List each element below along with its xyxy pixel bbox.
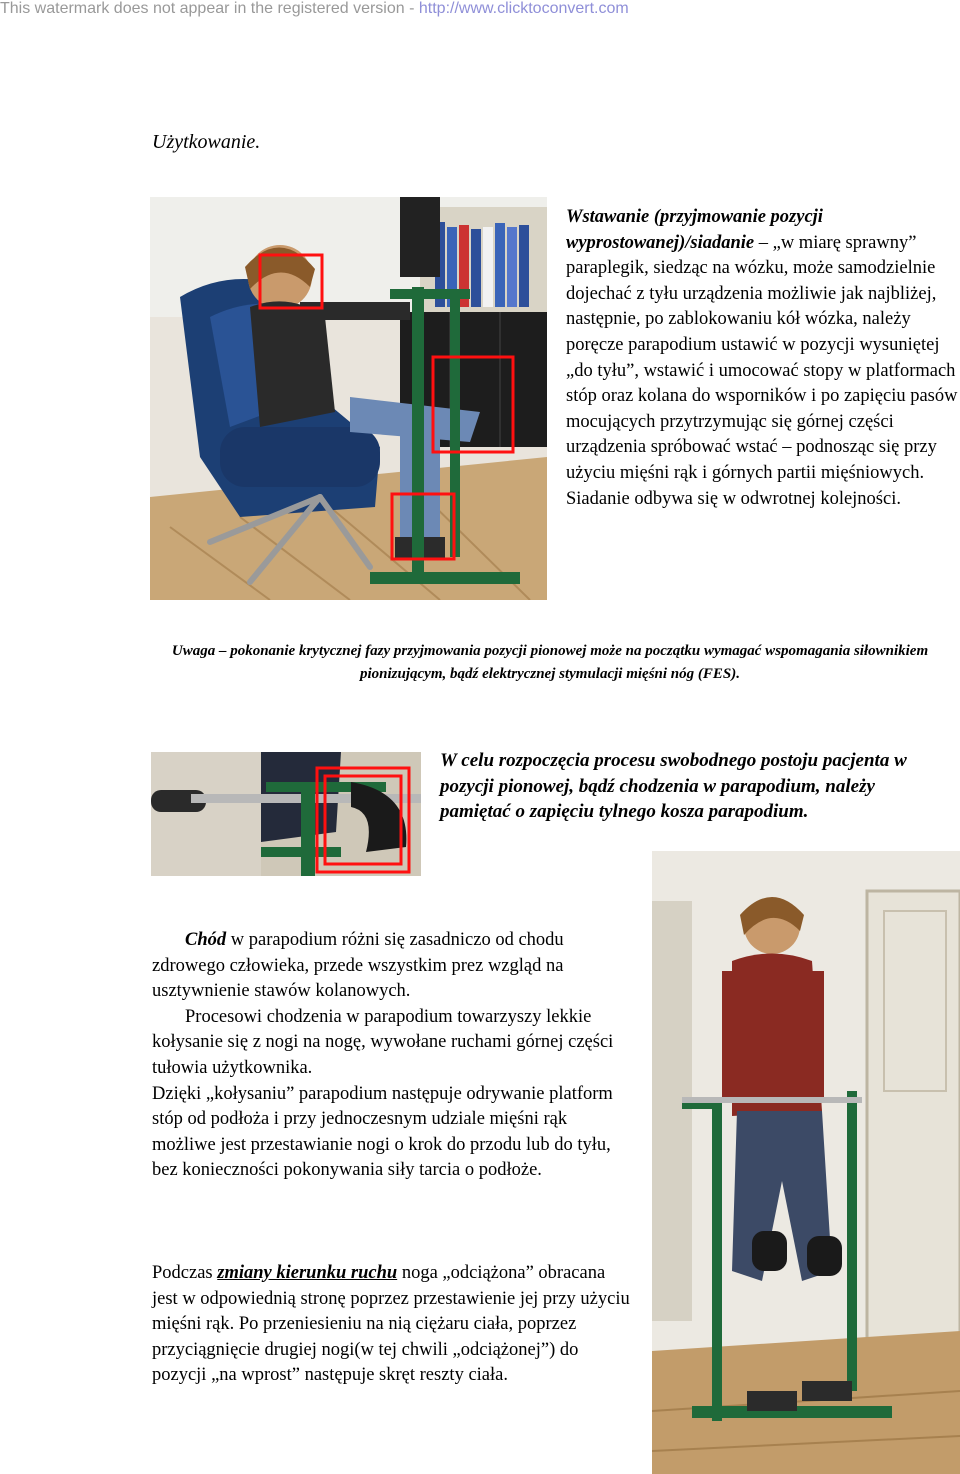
photo-seated-illustration [150, 197, 547, 600]
section-heading: Użytkowanie. [152, 131, 261, 153]
gait-body: w parapodium różni się zasadniczo od chodu zdrowego człowieka, przede wszystkim prez wzgląd na usztywnienie stawów kolanowych. [152, 930, 564, 1002]
turning-emph: zmiany kierunku ruchu [217, 1263, 398, 1283]
turning-body: noga „odciążona” obracana jest w odpowiednią stronę poprzez przestawienie jej przy użyciu mięśni rąk. Po przeniesieniu na nią ciężaru ciała, poprzez przyciągnięcie drugiej nogi(w tej chwili „odciążonej”) do pozycji „na wprost” następuje skręt reszty ciała. [152, 1263, 630, 1386]
gait-p2: Procesowi chodzenia w parapodium towarzyszy lekkie kołysanie się z nogi na nogę, wywołane ruchami górnej części tułowia użytkownika. [152, 1006, 614, 1078]
standing-body: – „w miarę sprawny” paraplegik, siedząc na wózku, może samodzielnie dojechać z tyłu urządzenia możliwie jak najbliżej, następnie, po zablokowaniu kół wózka, należy poręcze parapodium ustawić w pozycji wysuniętej „do tyłu”, wstawić i umocować stopy w platformach stóp oraz kolana do wsporników i po zapięciu pasów mocujących przytrzymując się górnej części urządzenia spróbować wstać – podnosząc się przy użyciu mięśni rąk i górnych partii mięśniowych. Siadanie odbywa się w odwrotnej kolejności. [566, 232, 958, 509]
standing-paragraph [566, 205, 960, 512]
standing-lead: Wstawanie (przyjmowanie pozycji wyprostowanej)/siadanie [566, 207, 823, 253]
instruction-note: W celu rozpoczęcia procesu swobodnego postoju pacjenta w pozycji pionowej, bądź chodzenia w parapodium, należy pamiętać o zapięciu tylnego kosza parapodium. [440, 750, 907, 822]
turning-paragraph [152, 1261, 632, 1389]
gait-lead: Chód [185, 930, 227, 950]
gait-paragraph [152, 928, 632, 1184]
photo-back-basket [151, 752, 421, 876]
warning-note: Uwaga – pokonanie krytycznej fazy przyjmowania pozycji pionowej może na początku wymagać wspomagania siłownikiem pionizującym, bądź elektrycznej stymulacji mięśni nóg (FES). [171, 643, 929, 682]
photo-basket-illustration [151, 752, 421, 876]
watermark-text: This watermark does not appear in the registered version - [0, 0, 419, 17]
gait-p3: Dzięki „kołysaniu” parapodium następuje odrywanie platform stóp od podłoża i przy jednoczesnym udziale mięśni rąk możliwe jest przestawianie nogi o krok do przodu lub do tyłu, bez konieczności pokonywania siły tarcia o podłoże. [152, 1083, 613, 1181]
turning-pre: Podczas [152, 1263, 218, 1283]
photo-seated-user [150, 197, 547, 600]
watermark-link[interactable]: http://www.clicktoconvert.com [418, 0, 629, 17]
watermark [0, 0, 629, 18]
photo-standing-illustration [652, 851, 960, 1474]
photo-standing-user [652, 851, 960, 1474]
